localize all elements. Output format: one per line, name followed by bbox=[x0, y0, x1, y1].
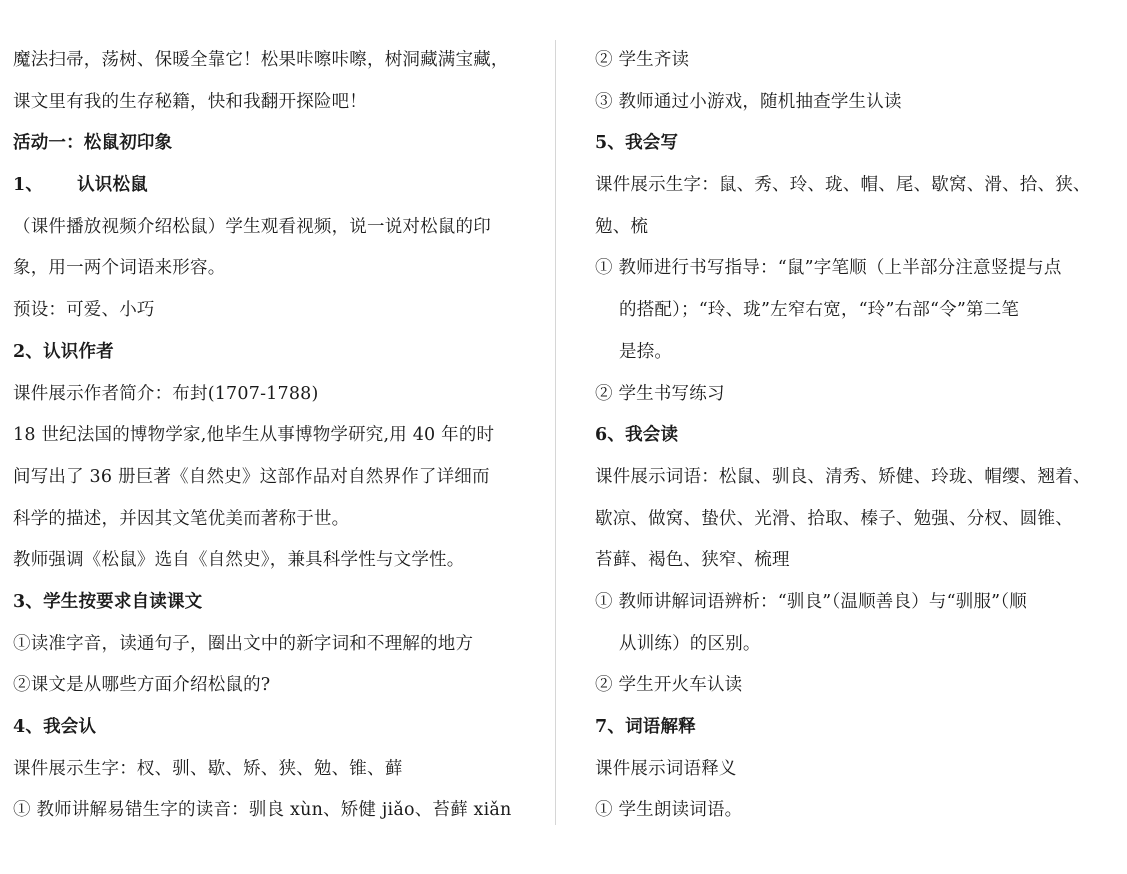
text-line: 象，用一两个词语来形容。 bbox=[13, 258, 226, 279]
text-line: 魔法扫帚，荡树、保暖全靠它！松果咔嚓咔嚓，树洞藏满宝藏， bbox=[13, 50, 509, 70]
text-line: 苔藓、褐色、狭窄、梳理 bbox=[595, 550, 790, 571]
section-heading bbox=[13, 165, 533, 207]
left-column bbox=[13, 40, 533, 832]
text-line: 课件展示作者简介：布封(1707-1788) bbox=[13, 383, 319, 404]
text-line: （课件播放视频介绍松鼠）学生观看视频，说一说对松鼠的印 bbox=[13, 216, 491, 237]
text-line: ②课文是从哪些方面介绍松鼠的? bbox=[13, 675, 271, 696]
text-line: ② 学生齐读 bbox=[595, 50, 690, 70]
text-line: ① 教师讲解词语辨析：“驯良”（温顺善良）与“驯服”（顺 bbox=[595, 591, 1027, 612]
text-line: 课文里有我的生存秘籍，快和我翻开探险吧！ bbox=[13, 91, 367, 112]
text-line: 课件展示生字：鼠、秀、玲、珑、帽、尾、歇窝、滑、拾、狭、 bbox=[595, 175, 1091, 196]
section-heading: 3、学生按要求自读课文 bbox=[13, 591, 203, 612]
text-line: 从训练）的区别。 bbox=[619, 633, 761, 654]
text-line: 歇凉、做窝、蛰伏、光滑、拾取、榛子、勉强、分杈、圆锥、 bbox=[595, 508, 1073, 529]
section-heading: 5、我会写 bbox=[595, 133, 679, 154]
text-line: 预设：可爱、小巧 bbox=[13, 300, 155, 321]
text-line: ①读准字音，读通句子，圈出文中的新字词和不理解的地方 bbox=[13, 633, 474, 654]
text-line: 教师强调《松鼠》选自《自然史》，兼具科学性与文学性。 bbox=[13, 550, 465, 571]
text-line: 是捺。 bbox=[619, 341, 673, 362]
text-line: ① 教师讲解易错生字的读音：驯良 xùn、矫健 jiǎo、苔藓 xiǎn bbox=[13, 800, 512, 821]
text-line: ① 教师进行书写指导：“鼠”字笔顺（上半部分注意竖提与点 bbox=[595, 258, 1062, 279]
section-heading: 活动一：松鼠初印象 bbox=[13, 133, 173, 154]
text-line: ① 学生朗读词语。 bbox=[595, 800, 743, 821]
text-line: ② 学生书写练习 bbox=[595, 383, 725, 404]
section-heading: 6、我会读 bbox=[595, 425, 679, 446]
text-line: 课件展示词语释义 bbox=[595, 758, 737, 779]
text-line: ② 学生开火车认读 bbox=[595, 675, 743, 696]
text-line: ③ 教师通过小游戏，随机抽查学生认读 bbox=[595, 91, 902, 112]
heading-text: 认识松鼠 bbox=[77, 175, 148, 196]
section-heading: 4、我会认 bbox=[13, 717, 97, 737]
text-line: 课件展示词语：松鼠、驯良、清秀、矫健、玲珑、帽缨、翘着、 bbox=[595, 466, 1091, 487]
text-line: 勉、梳 bbox=[595, 216, 649, 237]
column-divider bbox=[555, 40, 556, 825]
right-column bbox=[595, 40, 1110, 832]
text-line: 的搭配）；“玲、珑”左窄右宽，“玲”右部“令”第二笔 bbox=[619, 300, 1020, 321]
section-heading: 7、词语解释 bbox=[595, 717, 696, 737]
heading-number: 1、 bbox=[13, 175, 44, 196]
text-line: 间写出了 36 册巨著《自然史》这部作品对自然界作了详细而 bbox=[13, 466, 490, 487]
text-line: 18 世纪法国的博物学家,他毕生从事博物学研究,用 40 年的时 bbox=[13, 425, 495, 446]
text-line: 课件展示生字：杈、驯、歇、矫、狭、勉、锥、藓 bbox=[13, 758, 403, 779]
section-heading: 2、认识作者 bbox=[13, 341, 114, 362]
text-line: 科学的描述，并因其文笔优美而著称于世。 bbox=[13, 508, 350, 529]
